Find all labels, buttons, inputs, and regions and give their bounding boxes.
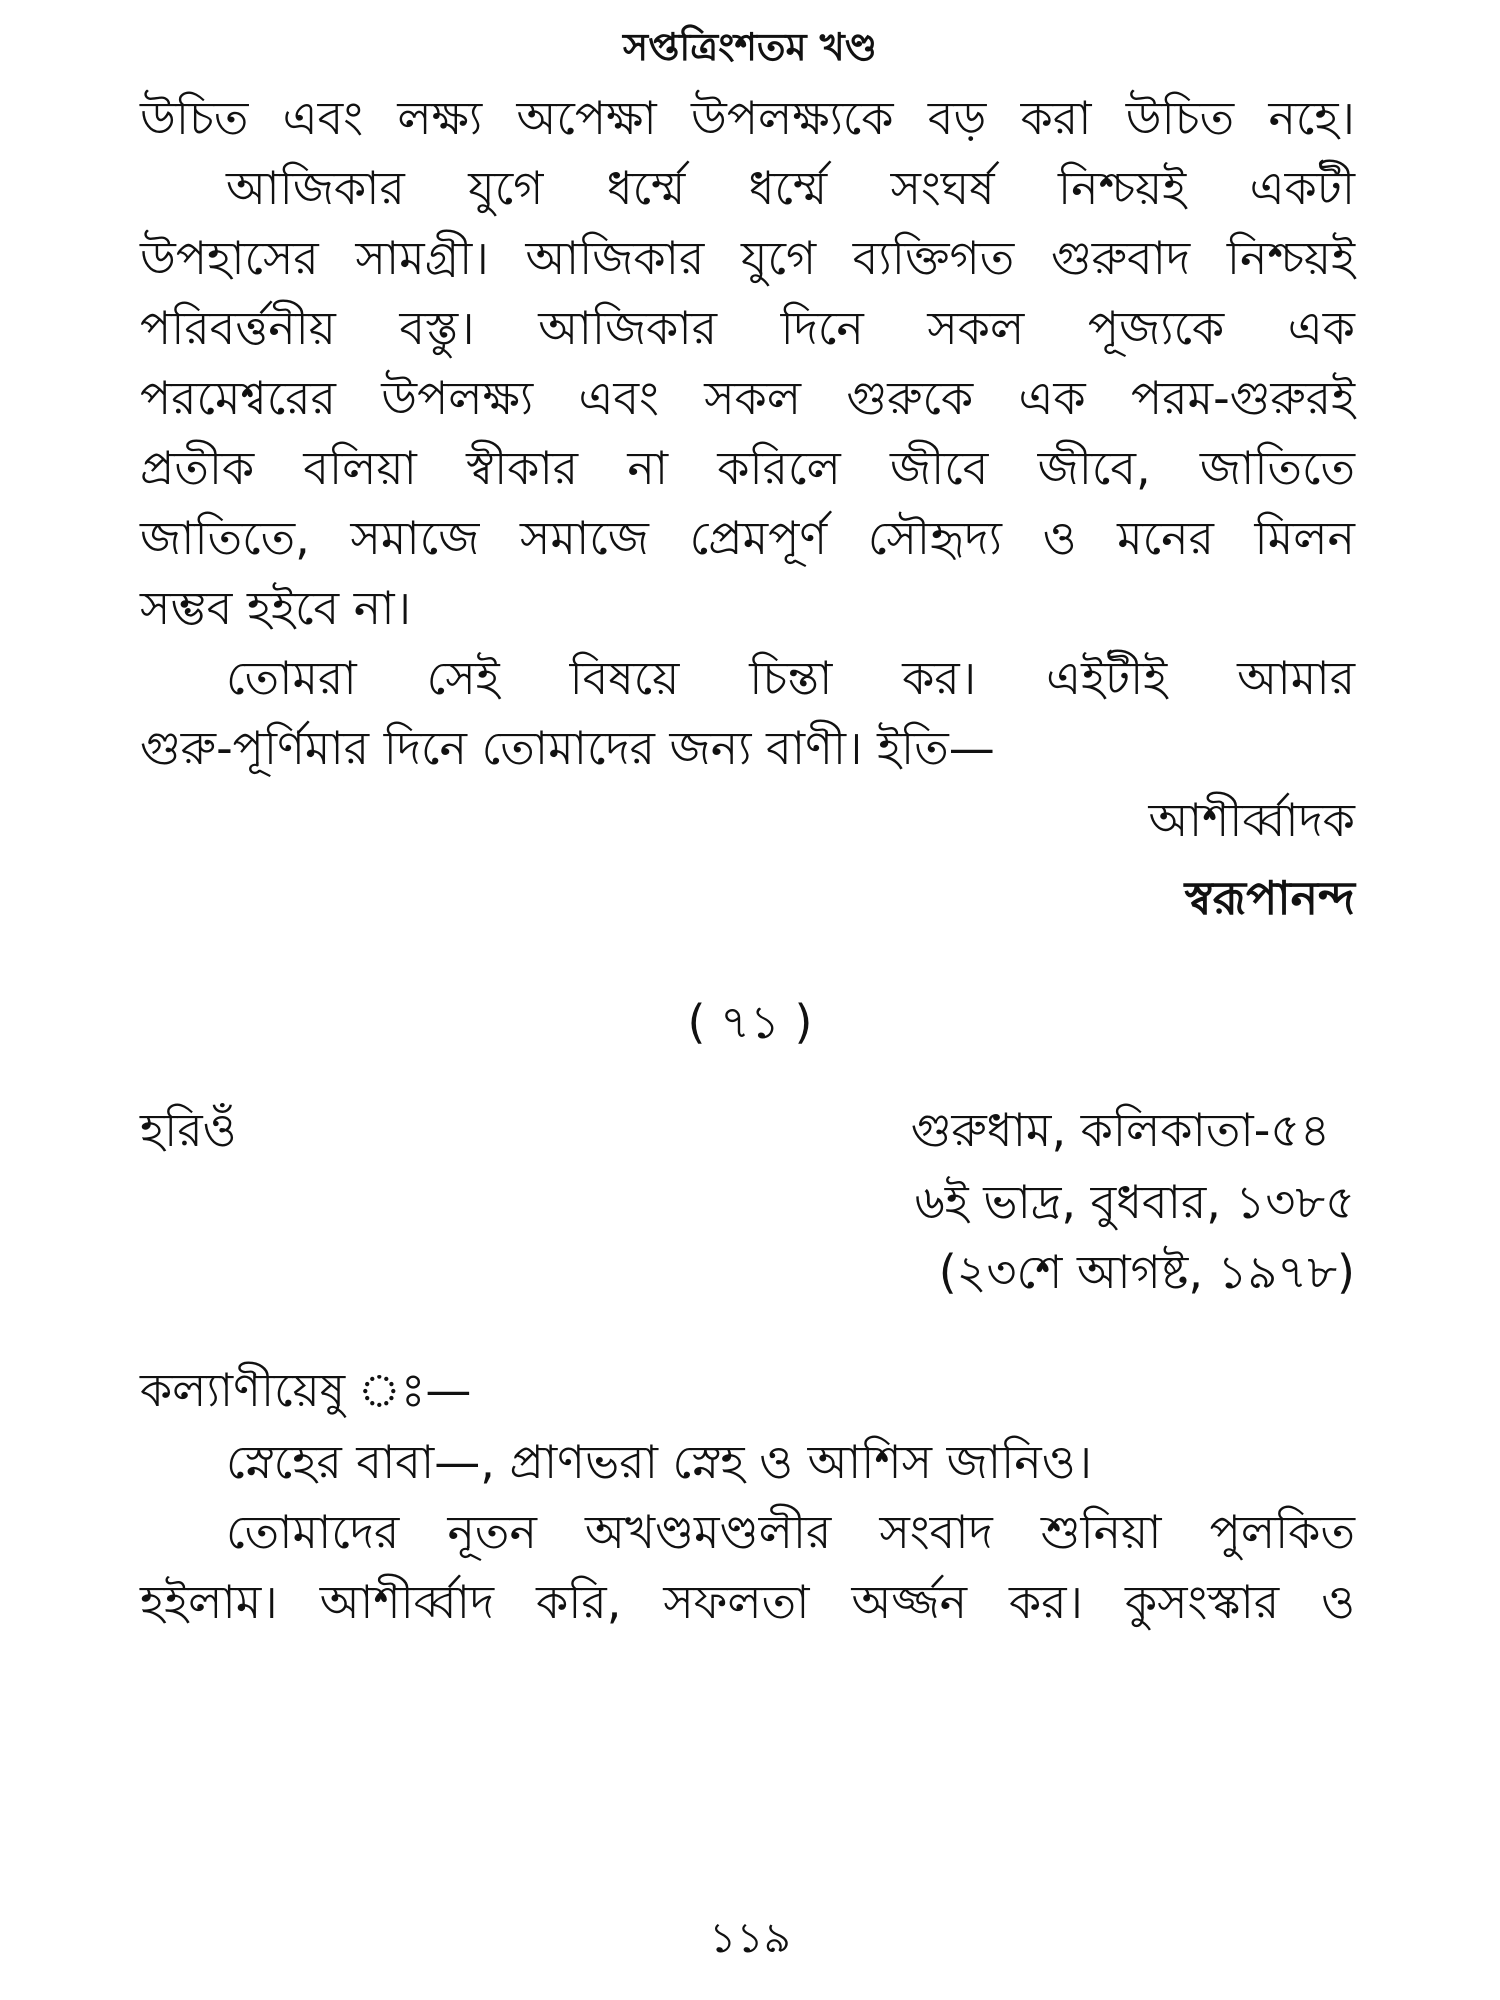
page-number: ১১৯ <box>709 1913 791 1962</box>
signature: স্বরূপানন্দ <box>1184 871 1355 925</box>
letter-number: ( ৭১ ) <box>687 995 813 1049</box>
running-header: সপ্তত্রিংশতম খণ্ড <box>623 25 877 69</box>
letter-date-english: (২৩শে আগষ্ট, ১৯৭৮) <box>938 1245 1355 1299</box>
letter-greeting: স্নেহের বাবা—, প্রাণভরা স্নেহ ও আশিস জানিও। <box>226 1435 1093 1489</box>
text-line: জাতিতে, সমাজে সমাজে প্রেমপূর্ণ সৌহৃদ্য ও মনের মিলন <box>140 511 1355 565</box>
letter-address: কল্যাণীয়েষু ঃ— <box>140 1363 472 1417</box>
text-line: তোমাদের নূতন অখণ্ডমণ্ডলীর সংবাদ শুনিয়া পুলকিত <box>226 1505 1355 1559</box>
text-line: তোমরা সেই বিষয়ে চিন্তা কর। এইটীই আমার <box>226 651 1355 705</box>
letter-date-bengali: ৬ই ভাদ্র, বুধবার, ১৩৮৫ <box>914 1175 1355 1229</box>
text-line: সম্ভব হইবে না। <box>140 581 412 635</box>
salutation-hariom: হরিওঁ <box>140 1103 237 1157</box>
closing: আশীর্ব্বাদক <box>1148 793 1355 847</box>
letter-place: গুরুধাম, কলিকাতা-৫৪ <box>910 1103 1330 1157</box>
text-line: পরিবর্ত্তনীয় বস্তু। আজিকার দিনে সকল পূজ্যকে এক <box>140 301 1355 355</box>
text-line: উপহাসের সামগ্রী। আজিকার যুগে ব্যক্তিগত গুরুবাদ নিশ্চয়ই <box>140 231 1355 285</box>
text-line: হইলাম। আশীর্ব্বাদ করি, সফলতা অর্জ্জন কর। কুসংস্কার ও <box>140 1575 1355 1629</box>
text-line: আজিকার যুগে ধর্ম্মে ধর্ম্মে সংঘর্ষ নিশ্চয়ই একটী <box>226 161 1355 215</box>
text-line: উচিত এবং লক্ষ্য অপেক্ষা উপলক্ষ্যকে বড় করা উচিত নহে। <box>140 91 1355 145</box>
text-line: গুরু-পূর্ণিমার দিনে তোমাদের জন্য বাণী। ইতি— <box>140 721 995 775</box>
text-line: পরমেশ্বরের উপলক্ষ্য এবং সকল গুরুকে এক পরম-গুরুরই <box>140 371 1355 425</box>
text-line: প্রতীক বলিয়া স্বীকার না করিলে জীবে জীবে, জাতিতে <box>140 441 1355 495</box>
